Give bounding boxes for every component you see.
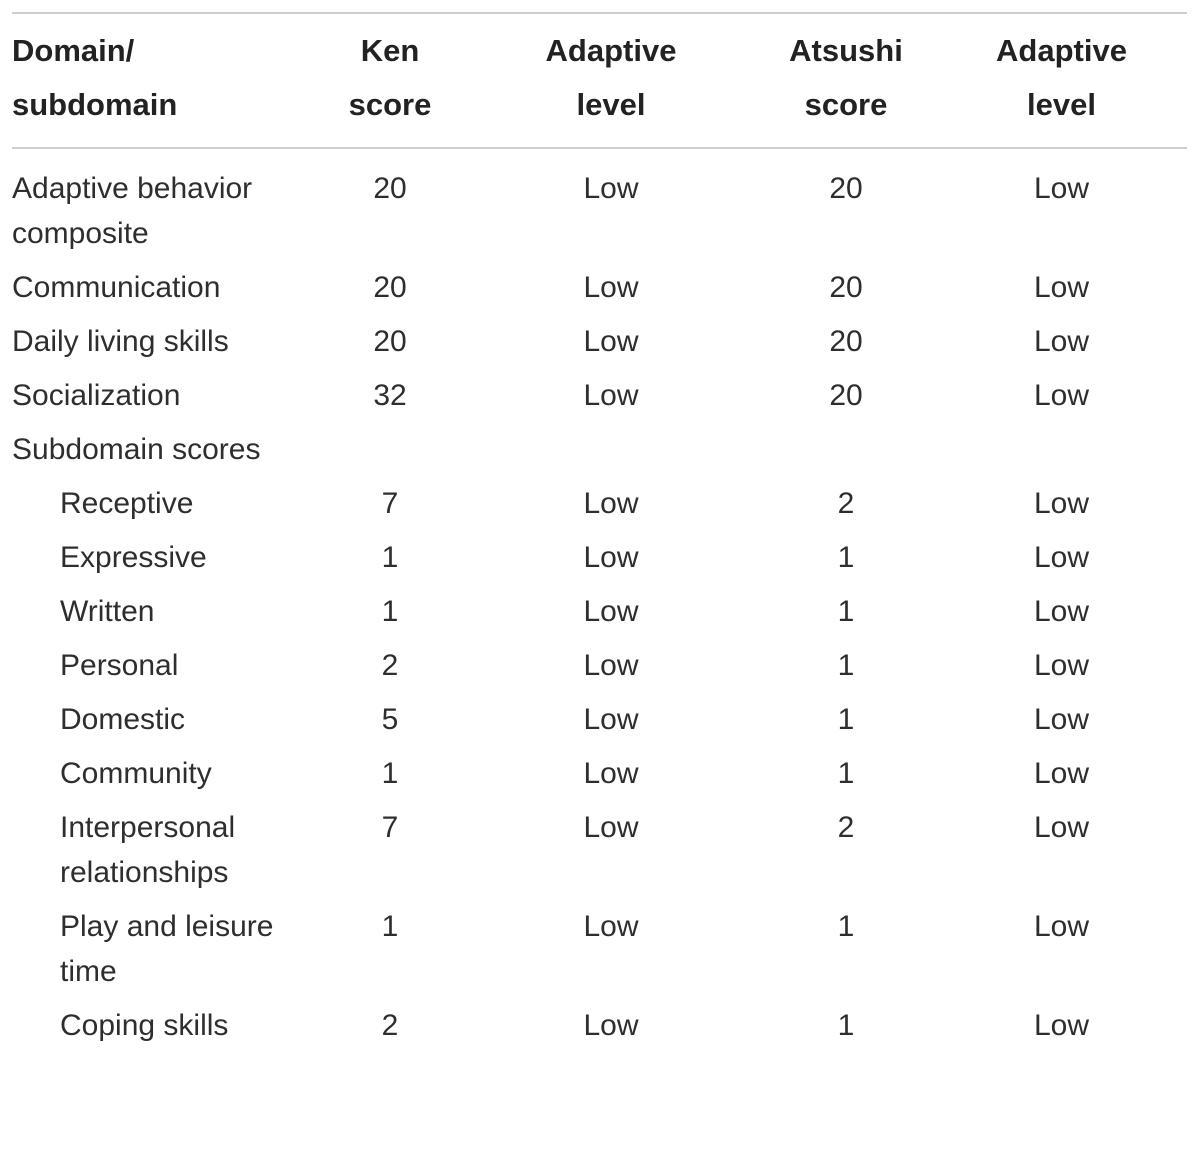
header-text: Ken [360, 33, 420, 68]
atsushi-score-cell: 2 [837, 487, 855, 520]
row-label: Personal [60, 649, 179, 682]
ken-score-cell: 1 [381, 541, 399, 574]
row-label: Communication [12, 271, 221, 304]
header-row [12, 24, 1187, 148]
ken-score-cell: 7 [381, 487, 399, 520]
atsushi-score-cell: 1 [837, 541, 855, 574]
row-label: Domestic [60, 703, 186, 736]
atsushi-score-cell: 20 [829, 271, 863, 304]
ken-score-cell: 20 [373, 172, 407, 205]
atsushi-level-cell: Low [1033, 595, 1090, 628]
ken-score-cell: 1 [381, 910, 399, 943]
atsushi-score-cell: 1 [837, 703, 855, 736]
row-label: Coping skills [60, 1009, 229, 1042]
table-header [12, 24, 1187, 148]
atsushi-level-cell [936, 427, 1187, 481]
ken-level-cell: Low [583, 325, 639, 358]
atsushi-score-cell: 2 [837, 811, 855, 844]
atsushi-level-cell: Low [1033, 172, 1090, 205]
atsushi-level-cell: Low [1033, 811, 1090, 844]
table-row-section-heading [12, 427, 1187, 481]
row-label: Adaptive behavior composite [12, 172, 253, 250]
row-label: Socialization [12, 379, 181, 412]
atsushi-score-cell: 1 [837, 595, 855, 628]
ken-score-cell: 7 [381, 811, 399, 844]
atsushi-score-cell: 20 [829, 379, 863, 412]
ken-level-cell: Low [583, 172, 639, 205]
atsushi-level-cell: Low [1033, 1009, 1090, 1042]
header-text: score [804, 87, 888, 122]
row-label: Written [60, 595, 155, 628]
header-text: level [576, 87, 646, 122]
ken-score-cell: 1 [381, 595, 399, 628]
ken-level-cell: Low [583, 811, 639, 844]
ken-score-cell [314, 427, 466, 481]
header-domain-subdomain [12, 24, 314, 148]
ken-level-cell: Low [583, 541, 639, 574]
table-row [12, 751, 1187, 805]
header-text: score [348, 87, 432, 122]
adaptive-behavior-table [12, 24, 1187, 1057]
ken-level-cell: Low [583, 757, 639, 790]
atsushi-level-cell: Low [1033, 541, 1090, 574]
ken-score-cell: 5 [381, 703, 399, 736]
atsushi-level-cell: Low [1033, 487, 1090, 520]
ken-score-cell: 1 [381, 757, 399, 790]
ken-level-cell: Low [583, 487, 639, 520]
header-text: Atsushi [789, 33, 903, 68]
row-label: Interpersonal relationships [60, 811, 236, 889]
table-row [12, 148, 1187, 265]
header-text: Adaptive [545, 33, 677, 68]
atsushi-score-cell: 1 [837, 910, 855, 943]
ken-level-cell: Low [583, 649, 639, 682]
ken-level-cell: Low [583, 910, 639, 943]
ken-score-cell: 32 [373, 379, 407, 412]
ken-level-cell: Low [583, 595, 639, 628]
row-label: Daily living skills [12, 325, 229, 358]
table-row [12, 805, 1187, 904]
ken-level-cell [466, 427, 756, 481]
ken-level-cell: Low [583, 703, 639, 736]
table-body [12, 148, 1187, 1057]
atsushi-level-cell: Low [1033, 271, 1090, 304]
row-label: Play and leisure time [60, 910, 274, 988]
atsushi-level-cell: Low [1033, 910, 1090, 943]
table-row [12, 643, 1187, 697]
header-atsushi-adaptive-level [936, 24, 1187, 148]
atsushi-level-cell: Low [1033, 649, 1090, 682]
header-ken-score [314, 24, 466, 148]
table-row [12, 319, 1187, 373]
ken-score-cell: 2 [381, 649, 399, 682]
row-label: Expressive [60, 541, 207, 574]
table-row [12, 373, 1187, 427]
atsushi-level-cell: Low [1033, 379, 1090, 412]
table-row [12, 265, 1187, 319]
header-atsushi-score [756, 24, 936, 148]
table-row [12, 481, 1187, 535]
atsushi-score-cell: 20 [829, 172, 863, 205]
ken-score-cell: 20 [373, 271, 407, 304]
header-text: Domain/ [12, 33, 135, 68]
ken-level-cell: Low [583, 379, 639, 412]
atsushi-score-cell: 1 [837, 757, 855, 790]
header-ken-adaptive-level [466, 24, 756, 148]
table-row [12, 589, 1187, 643]
ken-score-cell: 20 [373, 325, 407, 358]
atsushi-level-cell: Low [1033, 325, 1090, 358]
row-label: Community [60, 757, 212, 790]
table-row [12, 535, 1187, 589]
atsushi-score-cell: 1 [837, 1009, 855, 1042]
ken-level-cell: Low [583, 271, 639, 304]
row-label: Receptive [60, 487, 194, 520]
table-top-rule [12, 12, 1187, 14]
atsushi-score-cell: 1 [837, 649, 855, 682]
ken-level-cell: Low [583, 1009, 639, 1042]
ken-score-cell: 2 [381, 1009, 399, 1042]
atsushi-level-cell: Low [1033, 757, 1090, 790]
atsushi-score-cell [756, 427, 936, 481]
row-label: Subdomain scores [12, 433, 261, 466]
atsushi-score-cell: 20 [829, 325, 863, 358]
atsushi-level-cell: Low [1033, 703, 1090, 736]
table-row [12, 1003, 1187, 1057]
header-text: subdomain [12, 87, 178, 122]
table-row [12, 697, 1187, 751]
table-row [12, 904, 1187, 1003]
header-text: Adaptive [996, 33, 1127, 68]
header-text: level [1027, 87, 1096, 122]
